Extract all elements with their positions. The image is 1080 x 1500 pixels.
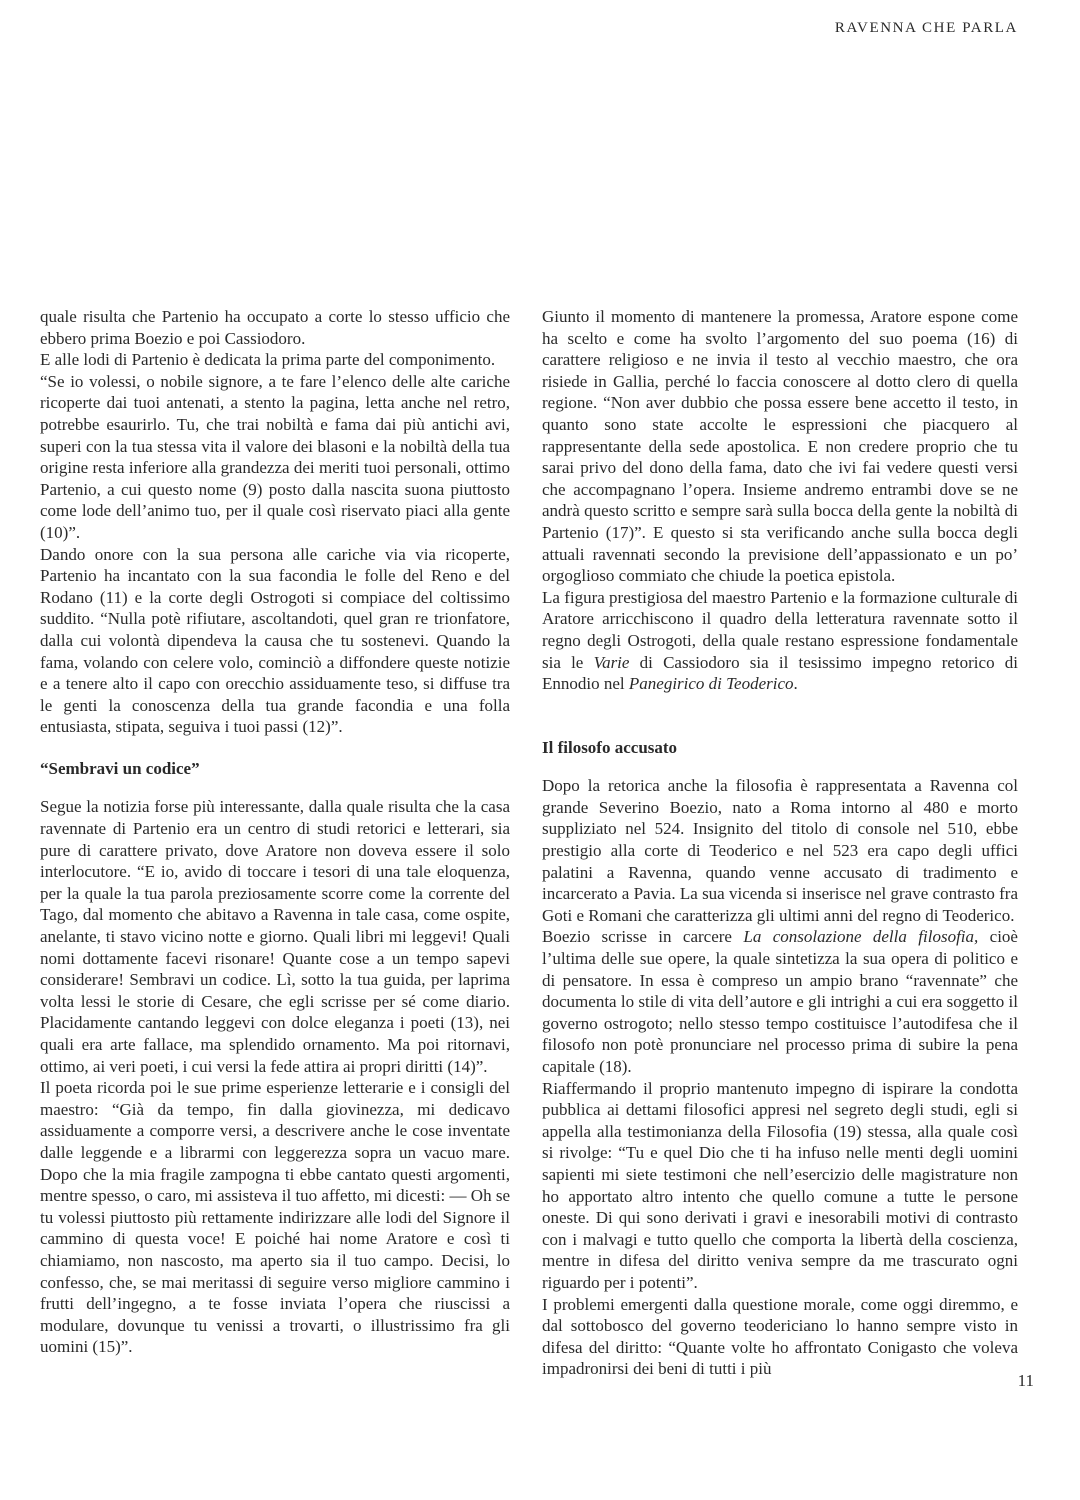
quoted-paragraph: “Se io volessi, o nobile signore, a te fare l’elenco delle alte cariche ricoperte dai tuoi antenati, a stento la pagina, letta anche nel retro, potrebbe esaurirlo. Tu, che trai nobiltà e fama dai più antichi avi, superi con la tua stessa vita il valore dei blasoni e la nobiltà della tua origine resta inferiore alla grandezza dei meriti tuoi personali, ottimo Partenio, a cui questo nome (9) posto dalla nascita suona piuttosto come lode dell’animo tuo, per il quale così riservato piaci alla gente (10)”. — [40, 371, 510, 542]
paragraph — [542, 926, 1018, 1077]
right-text-column — [542, 306, 1018, 1380]
paragraph: Dopo la retorica anche la filosofia è rappresentata a Ravenna col grande Severino Boezio, nato a Roma intorno al 480 e morto suppliziato nel 524. Insignito del titolo di console nel 510, ebbe prestigio alla corte di Teoderico e nel 523 era capo degli uffici palatini a Ravenna, quando venne accusato di tradimento e incarcerato a Pavia. La sua vicenda si inserisce nel grave contrasto fra Goti e Romani che caratterizza gli ultimi anni del regno di Teoderico. — [542, 776, 1018, 925]
italic-title: La consolazione della filosofia, — [743, 927, 979, 947]
paragraph: E alle lodi di Partenio è dedicata la prima parte del componimento. — [40, 350, 496, 370]
paragraph: quale risulta che Partenio ha occupato a corte lo stesso ufficio che ebbero prima Boezio e poi Cassiodoro. — [40, 307, 510, 348]
text-run: Boezio scrisse in carcere — [542, 927, 744, 947]
section-heading: “Sembravi un codice” — [40, 758, 200, 778]
paragraph: Il poeta ricorda poi le sue prime esperienze letterarie e i consigli del maestro: “Già da tempo, fin dalla giovinezza, mi dedicavo assiduamente a comporre versi, a descrivere anche le cose inventate dalle leggende e a librarmi con leggerezza sopra un vacuo mare. Dopo che la mia fragile zampogna ti ebbe cantato questi argomenti, mentre spesso, o caro, mi assisteva il tuo affetto, mi dicesti: — Oh se tu volessi piuttosto più rettamente indirizzare alle lodi del Signore il cammino di questa voce! E poiché hai nome Aratore e così ti chiamiamo, non nascosto, ma aperto sia il tuo campo. Decisi, lo confesso, che, se mai meritassi di seguire verso migliore cammino i frutti dell’ingegno, a te fosse inviata l’opera che riuscissi a modulare, dovunque tu venissi a trovarti, o illustrissimo fra gli uomini (15)”. — [40, 1078, 510, 1357]
paragraph — [542, 587, 1018, 695]
italic-title: Panegirico di Teoderico — [628, 674, 794, 694]
running-header-title: RAVENNA CHE PARLA — [834, 20, 1018, 36]
paragraph: I problemi emergenti dalla questione morale, come oggi diremmo, e dal sottobosco del governo teodericiano lo hanno sempre visto in difesa del diritto: “Quante volte ho affrontato Conigasto che voleva impadronirsi dei beni di tutti i più — [542, 1294, 1018, 1379]
text-run: cioè l’ultima delle sue opere, la quale sintetizza la sua opera di politico e di pensatore. In essa è compreso un ampio brano “ravennate” che documenta lo stile di vita dell’autore e gli intrighi a cui era soggetto il governo ostrogoto; nello stesso tempo costituisce l’autodifesa che il filosofo non potè pronunciare nel processo prima di subire la pena capitale (18). — [542, 927, 1018, 1076]
paragraph: Riaffermando il proprio mantenuto impegno di ispirare la condotta pubblica ai dettami filosofici appresi nel segreto degli studi, egli si appella alla testimonianza della Filosofia (19) stessa, alla quale così si rivolge: “Tu e quel Dio che ti ha infuso nelle menti degli uomini sapienti mi siete testimoni che nell’esercizio delle magistrature non ho apportato altro intento che quello comune a tutte le persone oneste. Di qui sono derivati i gravi e inesorabili motivi di contrasto con i malvagi e tutto quello che comporta la libertà della coscienza, mentre in difesa del diritto veniva sempre da me trascurato ogni riguardo per i potenti”. — [542, 1078, 1018, 1292]
section-heading: Il filosofo accusato — [542, 737, 678, 757]
paragraph: Giunto il momento di mantenere la promessa, Aratore espone come ha scelto e come ha svolto l’argomento del suo poema (16) di carattere religioso e ne invia il testo al vecchio maestro, che ora risiede in Gallia, perché lo faccia conoscere al dotto clero di quella regione. “Non aver dubbio che possa essere bene accetto il testo, in quanto sono state accolte le espressioni che piacquero al rappresentante della sede apostolica. E non credere proprio che tu sarai privo del dono della fama, dato che ivi fai vedere questi versi che accompagnano l’opera. Insieme andremo entrambi dove se ne andrà questo scritto e sempre sarà sulla bocca della gente la nobiltà di Partenio (17)”. E questo si sta verificando anche sulla bocca degli attuali ravennati secondo la previsione dell’appassionato e un po’ orgoglioso commiato che chiude la poetica epistola. — [542, 307, 1018, 586]
text-run: di Cassiodoro sia il tesissimo impegno retorico di Ennodio nel — [542, 652, 1018, 694]
page-number: 11 — [1017, 1371, 1034, 1390]
italic-title: Varie — [593, 652, 630, 672]
text-run: La figura prestigiosa del maestro Partenio e la formazione culturale di Aratore arricchiscono il quadro della letteratura ravennate sotto il regno degli Ostrogoti, della quale restano espressione fondamentale sia le — [542, 587, 1018, 672]
paragraph: Segue la notizia forse più interessante, dalla quale risulta che la casa ravennate di Partenio era un centro di studi retorici e letterari, sia pure di carattere privato, dove Aratore non doveva essere il solo interlocutore. “E io, avido di toccare i tesori di una tale eloquenza, per la quale la tua parola preziosamente scorre come la corrente del Tago, dal momento che abitavo a Ravenna in tale casa, come ospite, anelante, ti stavo vicino notte e giorno. Quali libri mi leggevi! Quali nomi dottamente facevi risonare! Quante cose a un tempo sapevi considerare! Sembravi un codice. Lì, sotto la tua guida, per laprima volta lessi le storie di Cesare, che egli scrisse per sé come diario. Placidamente cantando leggevi con dolce eleganza i poeti (13), nei quali era arte fallace, ma splendido ornamento. Ma poi ritornavi, ottimo, ai veri poeti, i cui versi la fede attira ai propri diritti (14)”. — [40, 797, 510, 1076]
left-text-column — [40, 306, 510, 1358]
text-run: . — [793, 674, 798, 694]
paragraph: Dando onore con la sua persona alle cariche via via ricoperte, Partenio ha incantato con la sua facondia le folle del Reno e del Rodano (11) e la corte degli Ostrogoti si compiace del coltissimo suddito. “Nulla potè rifiutare, ascoltandoti, quel gran re trionfatore, dalla cui volontà dipendeva la causa che tu sostenevi. Quando la fama, volando con celere volo, cominciò a diffondere queste notizie e a tenere alto il capo con orecchio assiduamente teso, si diffuse tra le genti la conoscenza della tua grande facondia e una folla entusiasta, stipata, seguiva i tuoi passi (12)”. — [40, 544, 510, 737]
